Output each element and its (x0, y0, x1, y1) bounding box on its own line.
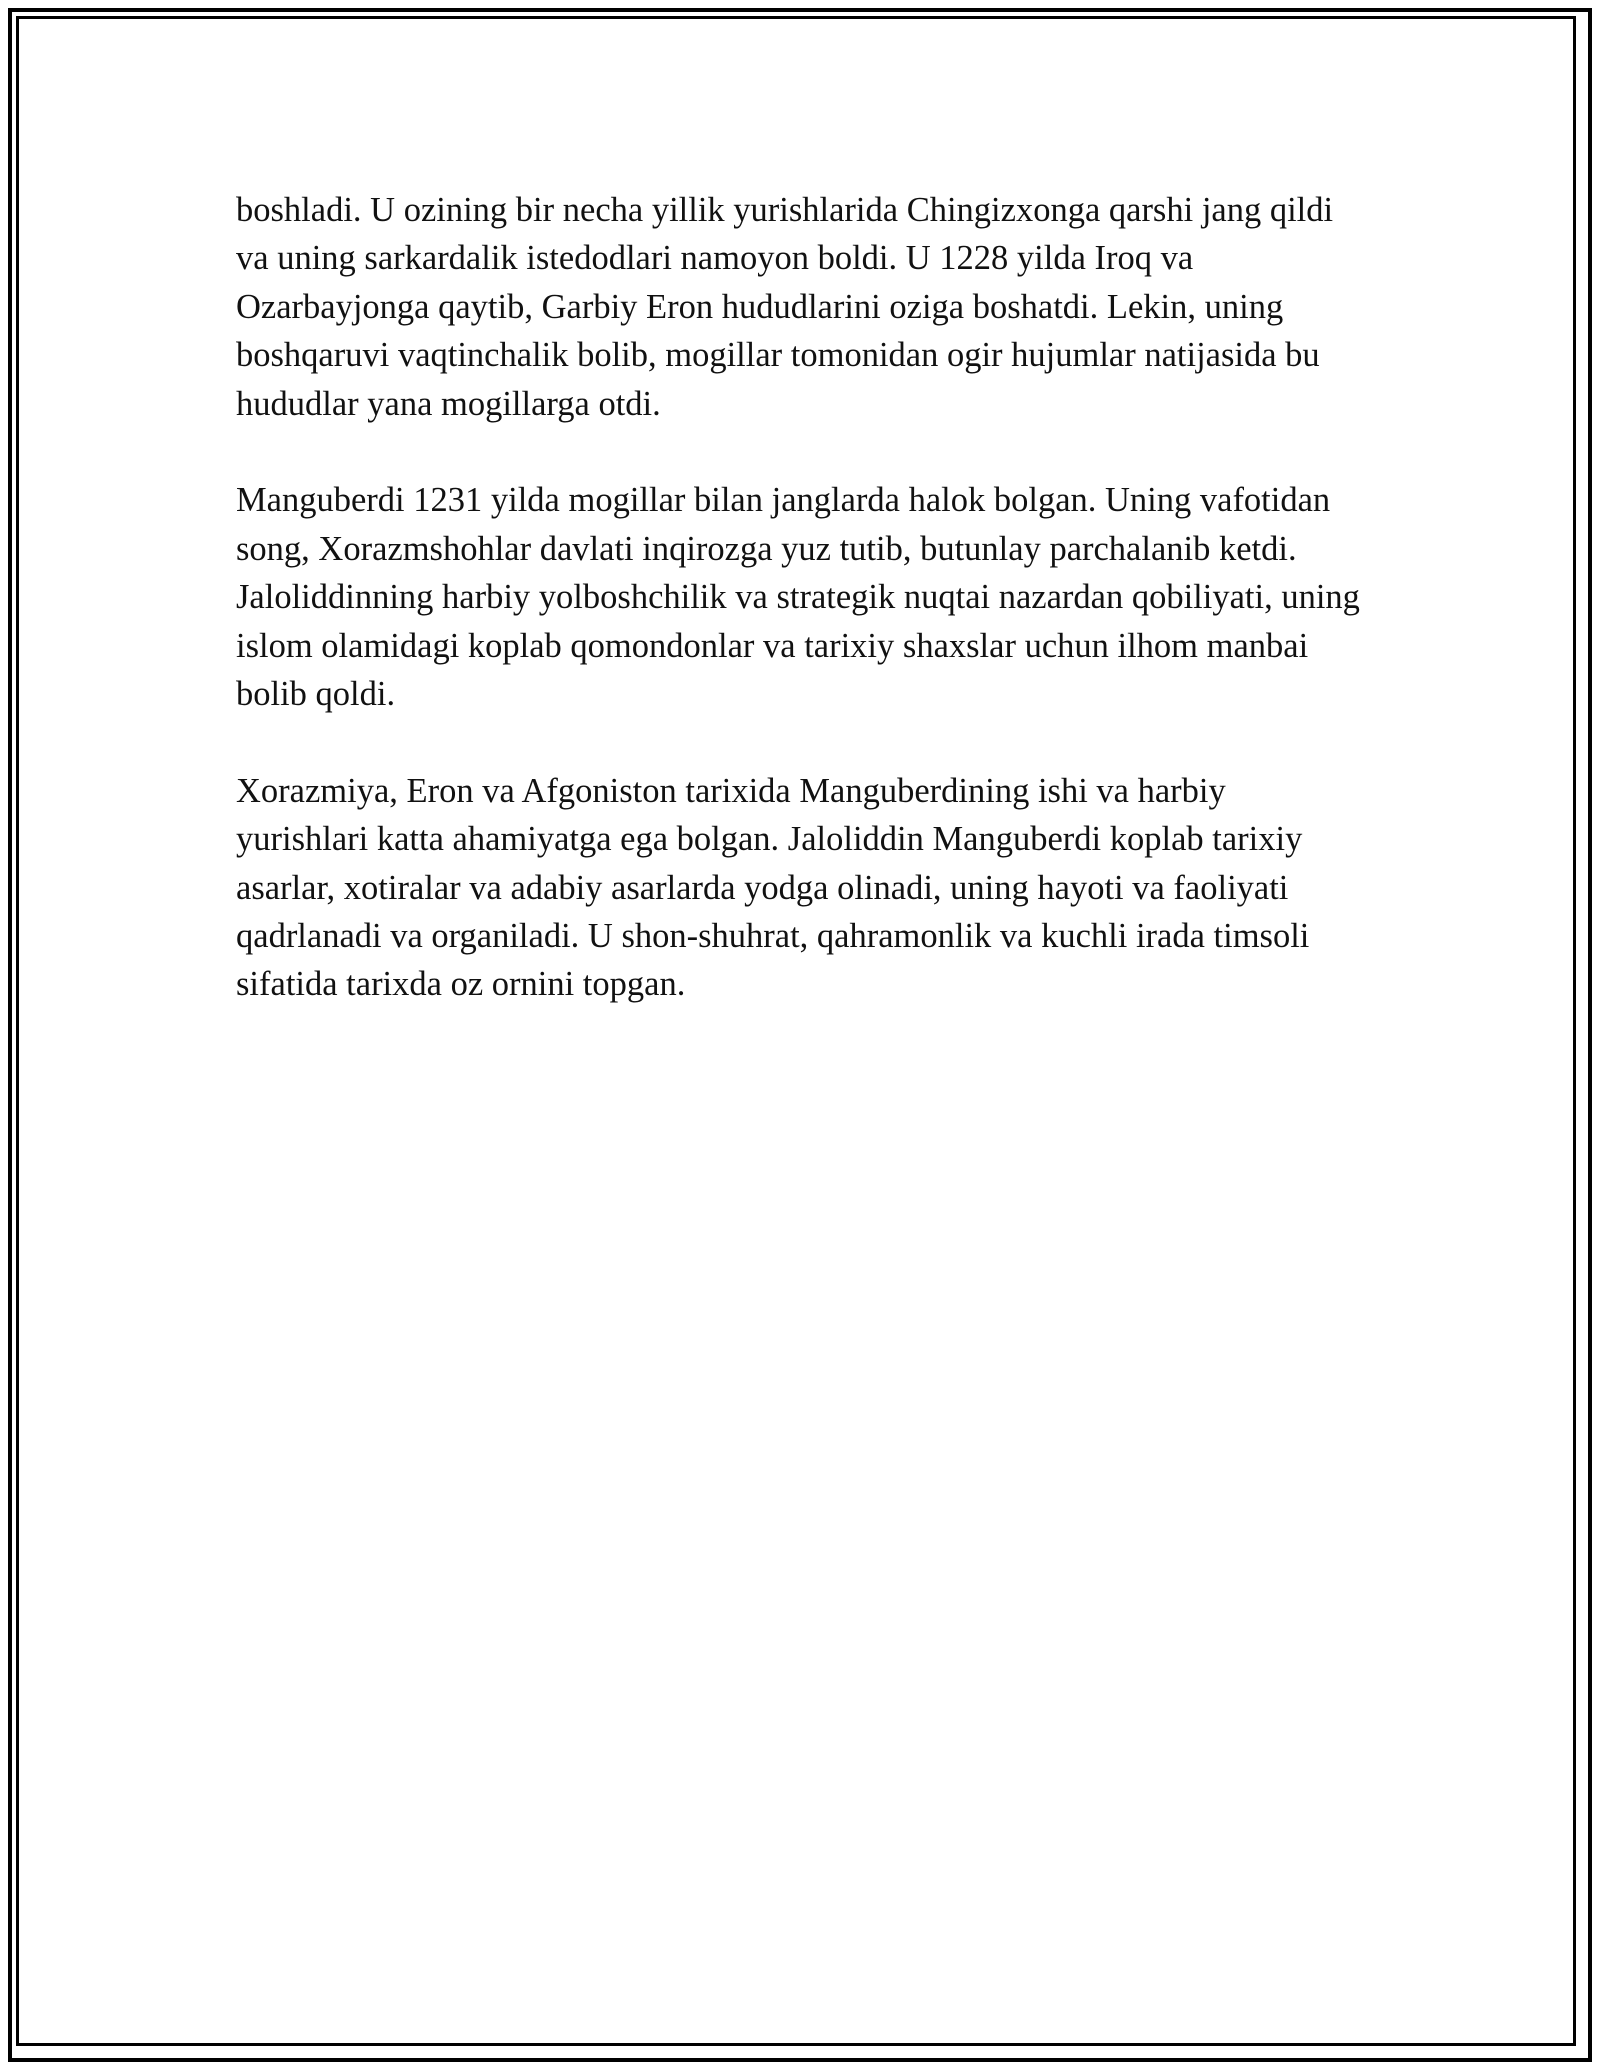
document-body (236, 186, 1366, 1057)
paragraph-2: Manguberdi 1231 yilda mogillar bilan janglarda halok bolgan. Uning vafotidan song, Xorazmshohlar davlati inqirozga yuz tutib, butunlay parchalanib ketdi. Jaloliddinning harbiy yolboshchilik va strategik nuqtai nazardan qobiliyati, uning islom olamidagi koplab qomondonlar va tarixiy shaxslar uchun ilhom manbai bolib qoldi. (236, 481, 1360, 714)
paragraph-1: boshladi. U ozining bir necha yillik yurishlarida Chingizxonga qarshi jang qildi va uning sarkardalik istedodlari namoyon boldi. U 1228 yilda Iroq va Ozarbayjonga qaytib, Garbiy Eron hududlarini oziga boshatdi. Lekin, uning boshqaruvi vaqtinchalik bolib, mogillar tomonidan ogir hujumlar natijasida bu hududlar yana mogillarga otdi. (236, 191, 1334, 423)
paragraph-3: Xorazmiya, Eron va Afgoniston tarixida Manguberdining ishi va harbiy yurishlari katta ahamiyatga ega bolgan. Jaloliddin Manguberdi koplab tarixiy asarlar, xotiralar va adabiy asarlarda yodga olinadi, uning hayoti va faoliyati qadrlanadi va organiladi. U shon-shuhrat, qahramonlik va kuchli irada timsoli sifatida tarixda oz ornini topgan. (236, 771, 1310, 1004)
